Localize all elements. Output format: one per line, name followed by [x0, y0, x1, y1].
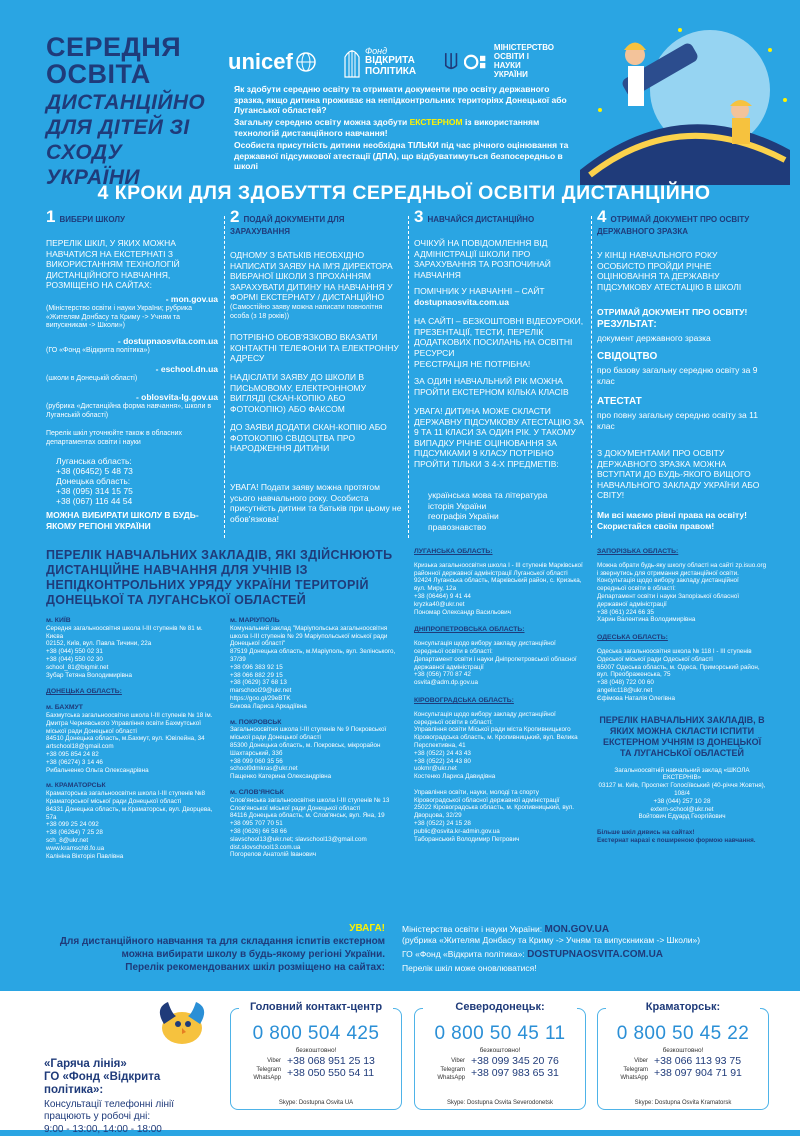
divider: [408, 216, 409, 538]
step-text: З ДОКУМЕНТАМИ ПРО ОСВІТУ ДЕРЖАВНОГО ЗРАЗКА МОЖНА ВСТУПАТИ ДО БУДЬ-ЯКОГО ВИЩОГО НАВЧАЛЬНОГО ЗАКЛАДУ УКРАЇНИ АБО СВІТУ!: [597, 448, 760, 500]
step-text: НА САЙТІ – БЕЗКОШТОВНІ ВІДЕОУРОКИ, ПРЕЗЕНТАЦІЇ, ТЕСТИ, ПЕРЕЛІК ДОДАТКОВИХ ПОСИЛАНЬ НА ОСВІТНІ РЕСУРСИ: [414, 316, 584, 358]
telegram-label: Telegram: [256, 1066, 281, 1073]
intro-presence: Особиста присутність дитини необхідна ТІЛЬКИ під час річного оцінювання та державної підсумкової атестації (ДПА), що відбуватимуться безпосередньо в школі: [234, 140, 569, 171]
highlight: ЕКСТЕРНОМ: [409, 117, 463, 127]
step-text: ПЕРЕЛІК ШКІЛ, У ЯКИХ МОЖНА НАВЧАТИСЯ НА ЕКСТЕРНАТІ З ВИКОРИСТАННЯМ ТЕХНОЛОГІЙ ДИСТАНЦІЙНОГО НАВЧАННЯ, РОЗМІЩЕНО НА САЙТАХ:: [46, 238, 180, 290]
document-desc: про повну загальну середню освіту за 11 клас: [597, 410, 758, 431]
hotline-hours-label: Консультації телефонні лінії працюють у робочі дні:: [44, 1099, 174, 1122]
region-label: ЗАПОРІЗЬКА ОБЛАСТЬ:: [597, 548, 679, 555]
document-name: АТЕСТАТ: [597, 396, 642, 407]
site-link[interactable]: dostupnaosvita.com.ua: [414, 297, 509, 307]
ministry-logo: [444, 42, 554, 82]
site-link: - oblosvita-lg.gov.ua: [135, 392, 218, 402]
school-info: Кризька загальноосвітня школа І - ІІІ ступенів Марківської районної державної адміністрації Луганської області 92424 Луганська область, Марківський район, с. Кризька, вул. Миру, 12а +38 (06464) 9 41 44 kryzka40@ukr.net Пономар Олександр Васильович: [414, 561, 583, 616]
school-info: Краматорська загальноосвітня школа І-ІІІ ступенів №8 Краматорської міської ради Донецької області 84331 Донецька область, м.Краматорськ, вул. Дворцева, 57а +38 099 25 24 092 +38 (06264) 7 25 28 sch_8@ukr.net www.kramsch8.fo.ua Калініна Вікторія Павлівна: [46, 790, 213, 860]
region-label: ДНІПРОПЕТРОВСЬКА ОБЛАСТЬ:: [414, 626, 525, 634]
step-highlight: Ми всі маємо рівні права на освіту! Скористайся своїм правом!: [597, 510, 747, 531]
site-link: - mon.gov.ua: [165, 294, 218, 304]
step-number: 4: [597, 207, 607, 226]
whatsapp-label: WhatsApp: [253, 1075, 281, 1081]
logo-text: Фонд: [365, 45, 388, 56]
step-title: ПОДАЙ ДОКУМЕНТИ ДЛЯ ЗАРАХУВАННЯ: [230, 215, 345, 236]
step-note: УВАГА! Подати заяву можна протягом усього навчального року. Особиста присутність дитини та батьків при цьому не обов'язкова!: [230, 482, 402, 524]
phone: +38 (067) 116 44 54: [56, 496, 133, 506]
messenger-list: [421, 1057, 465, 1083]
school-info: Консультація щодо вибору закладу дистанційної середньої освіти в області: Департамент освіти і науки Дніпропетровської обласної державної адміністрації +38 (056) 770 87 42 osvita@adm.dp.gov.ua: [414, 640, 577, 687]
telegram-label: Telegram: [623, 1066, 648, 1073]
recommended-sites: [402, 924, 782, 974]
region-label: Донецька область:: [56, 476, 131, 486]
title-line: ДЛЯ ДІТЕЙ ЗІ: [46, 116, 190, 139]
phone-number[interactable]: +38 050 550 54 11: [287, 1066, 375, 1079]
skype-contact[interactable]: Skype: Dostupna Osvita Kramatorsk: [634, 1100, 732, 1106]
step-note: (Самостійно заяву можна написати повнолітня особа (з 18 років)): [230, 304, 383, 320]
site-link[interactable]: MON.GOV.UA: [544, 924, 610, 935]
title-line: ДИСТАНЦІЙНО: [46, 91, 206, 114]
city: м. КРАМАТОРСЬК: [46, 782, 106, 790]
step-note: Перелік шкіл уточнюйте також в обласних департаментах освіти і науки: [46, 430, 183, 446]
title-line: СЕРЕДНЯ: [46, 32, 182, 62]
step-text: ПОТРІБНО ОБОВ'ЯЗКОВО ВКАЗАТИ КОНТАКТНІ ТЕЛЕФОНИ ТА ЕЛЕКТРОННУ АДРЕСУ: [230, 332, 399, 363]
messenger-list: [604, 1057, 648, 1083]
school-info: Комунальний заклад "Маріупольська загальноосвітня школа І-ІІІ ступенів № 29 Маріупольської міської ради Донецької області" 87519 Донецька область, м.Маріуполь, вул. Зелінського, 37/39 +38 096 383 92 15 +38 066 882 29 15 +38 (0629) 37 68 13 marschool29@ukr.net https://goo.gl/29eBTK Бикова Лариса Аркадіївна: [230, 624, 396, 710]
attention-text: Для дистанційного навчання та для складання іспитів екстерном можна вибирати школу в будь-якому регіоні України.: [59, 936, 385, 960]
step-text: ПОМІЧНИК У НАВЧАННІ – САЙТ: [414, 286, 545, 296]
step-title: ОТРИМАЙ ДОКУМЕНТ ПРО ОСВІТУ ДЕРЖАВНОГО ЗРАЗКА: [597, 215, 750, 236]
hotline-number[interactable]: 0 800 50 45 22: [616, 1023, 750, 1044]
step-text: У КІНЦІ НАВЧАЛЬНОГО РОКУ ОСОБИСТО ПРОЙДИ РІЧНЕ ОЦІНЮВАННЯ ТА ДЕРЖАВНУ ПІДСУМКОВУ АТЕСТАЦІЮ В ШКОЛІ: [597, 250, 742, 292]
skype-contact[interactable]: Skype: Dostupna Osvita Severodonetsk: [446, 1100, 554, 1106]
cage-icon: [343, 45, 361, 79]
schools-heading: ПЕРЕЛІК НАВЧАЛЬНИХ ЗАКЛАДІВ, ЯКІ ЗДІЙСНЮЮТЬ ДИСТАНЦІЙНЕ НАВЧАННЯ ДЛЯ УЧНІВ ІЗ НЕПІДКОНТРОЛЬНИХ УРЯДУ УКРАЇНИ ТЕРИТОРІЙ ДОНЕЦЬКОЇ ТА ЛУГАНСЬКОЇ ОБЛАСТЕЙ: [46, 548, 393, 607]
viber-label: Viber: [634, 1058, 648, 1064]
logo-text: ВІДКРИТА: [365, 55, 415, 67]
site-desc: (школи в Донецькій області): [46, 375, 138, 382]
city: м. МАРІУПОЛЬ: [230, 617, 280, 624]
vidkryta-polityka-logo: [343, 42, 416, 82]
logo-text: ОСВІТИ І НАУКИ: [493, 52, 529, 70]
phone: +38 (06452) 5 48 73: [56, 466, 133, 476]
text: (рубрика «Жителям Донбасу та Криму -> Учням та випускникам -> Школи»): [402, 935, 701, 945]
whatsapp-label: WhatsApp: [620, 1075, 648, 1081]
more-note: Більше шкіл дивись на сайтах! Екстернат наразі є поширеною формою навчання.: [597, 829, 756, 844]
school-info: Середня загальноосвітня школа І-ІІІ ступенів № 81 м. Києва 02152, Київ, вул. Павла Тичини, 22а +38 (044) 550 02 31 +38 (044) 550 02 30 school_81@bigmir.net Зубар Тетяна Володимирівна: [46, 624, 203, 679]
contact-card-severodonetsk: [414, 1001, 586, 1110]
text: Перелік шкіл може оновлюватися!: [402, 963, 537, 973]
step-highlight: МОЖНА ВИБИРАТИ ШКОЛУ В БУДЬ-ЯКОМУ РЕГІОНІ УКРАЇНИ: [46, 510, 199, 531]
title-line: СХОДУ УКРАЇНИ: [46, 141, 140, 189]
region-label: ОДЕСЬКА ОБЛАСТЬ:: [597, 634, 668, 642]
step-number: 2: [230, 207, 240, 226]
intro-question: Як здобути середню освіту та отримати документи про освіту державного зразка, якщо дитина проживає на непідконтрольних територіях Донецької або Луганської областей?: [234, 84, 567, 115]
school-info: Бахмутська загальноосвітня школа І-ІІІ ступенів № 18 ім. Дмитра Чернявського Управління освіти Бахмутської міської ради Донецької області 84510 Донецька область, м.Бахмут, вул. Ювілейна, 34 artschool18@gmail.com +38 095 854 24 82 +38 (06274) 3 14 46 Рибальченко Ольга Олександрівна: [46, 711, 213, 774]
messenger-numbers: [471, 1056, 559, 1079]
list-item: історія України: [428, 500, 487, 511]
school-info: Загальноосвітня школа І-ІІІ ступенів № 9 Покровської міської ради Донецької області 85300 Донецька область, м. Покровськ, мікрорайон Шахтарський, 33б +38 099 060 35 56 school9dmkras@ukr.net Пащенко Катерина Олександрівна: [230, 726, 387, 781]
phone-number[interactable]: +38 097 904 71 91: [654, 1066, 742, 1079]
school-info: Загальноосвітній навчальний заклад «ШКОЛА ЕКСТЕРНІВ» 03127 м. Київ, Проспект Голосіївський (40-річчя Жовтня), 108/4 +38 (044) 257 10 28 extern-school@ukr.net Войтович Едуард Георгійович: [598, 766, 766, 821]
skype-contact[interactable]: Skype: Dostupna Osvita UA: [278, 1100, 354, 1106]
card-title: Краматорськ:: [606, 1001, 760, 1013]
text: Міністерства освіти і науки України:: [402, 924, 543, 934]
globe-icon: [295, 51, 317, 73]
document-desc: про базову загальну середню освіту за 9 клас: [597, 365, 758, 386]
city: м. СЛОВ'ЯНСЬК: [230, 788, 284, 796]
schools-south: [597, 548, 767, 845]
school-info: Консультація щодо вибору закладу дистанційної середньої освіти в області: Управління освіти Міської ради міста Кропивницького Кіровоградська область, м. Кропивницький, вул. Велика Перспективна, 41 +38 (0522) 24 43 43 +38 (0522) 24 43 80 uokmr@ukr.net Костенко Лариса Давидівна Управління освіти, науки, молоді та спорту Кіровоградської обласної державної адміністрації 25022 Кіровоградська область, м. Кропивницький, вул. Дворцова, 32/29 +38 (0522) 24 15 28 public@osvita.kr-admin.gov.ua Таборанський Володимир Петрович: [414, 710, 578, 843]
step-3-column: [414, 207, 586, 538]
site-desc: (рубрика «Дистанційна форма навчання», школи в Луганській області): [46, 403, 212, 419]
divider: [591, 216, 592, 538]
document-name: СВІДОЦТВО: [597, 351, 658, 362]
attention-block: [40, 922, 385, 974]
contact-card-kramatorsk: [597, 1001, 769, 1110]
free-note: безкоштовно!: [295, 1047, 337, 1054]
whatsapp-label: WhatsApp: [437, 1075, 465, 1081]
region-label: КІРОВОГРАДСЬКА ОБЛАСТЬ:: [414, 696, 514, 704]
schools-donetsk: [230, 617, 400, 859]
step-2-column: [230, 207, 402, 538]
city: м. КИЇВ: [46, 617, 71, 624]
step-number: 1: [46, 207, 56, 226]
free-note: безкоштовно!: [662, 1047, 704, 1054]
city: м. БАХМУТ: [46, 704, 83, 712]
logo-text: ПОЛІТИКА: [365, 65, 417, 77]
step-text: документ державного зразка: [597, 333, 711, 343]
messenger-numbers: [287, 1056, 375, 1079]
free-note: безкоштовно!: [479, 1047, 521, 1054]
viber-label: Viber: [451, 1058, 465, 1064]
attention-text: Перелік рекомендованих шкіл розміщено на сайтах:: [125, 962, 385, 973]
hotline-org: ГО «Фонд «Відкрита політика»:: [44, 1071, 161, 1096]
step-text: ДО ЗАЯВИ ДОДАТИ СКАН-КОПІЮ АБО ФОТОКОПІЮ СВІДОЦТВА ПРО НАРОДЖЕННЯ ДИТИНИ: [230, 422, 387, 453]
unicef-logo: [228, 42, 317, 82]
list-item: географія України: [428, 511, 499, 521]
title-line: ОСВІТА: [46, 59, 151, 89]
school-info: Слов'янська загальноосвітня школа І-ІІІ ступенів № 13 Слов'янської міської ради Донецької області 84116 Донецька область, м. Слов'янськ, вул. Яна, 19 +38 095 707 70 51 +38 (0626) 66 58 66 slavschool13@ukr.net; slavschool13@gmail.com dist.slovschool13.com.ua Погорелов Анатолій Іванович: [230, 796, 390, 859]
viber-label: Viber: [267, 1058, 281, 1064]
hotline-title: «Гаряча лінія»: [44, 1058, 127, 1070]
logo-text: УКРАЇНИ: [493, 69, 528, 79]
unicef-wordmark: unicef: [228, 49, 293, 74]
schools-other-regions: [414, 548, 584, 843]
step-number: 3: [414, 207, 424, 226]
intro-external-study: [226, 117, 571, 138]
region-label: Луганська область:: [56, 456, 132, 466]
messenger-numbers: [654, 1056, 742, 1079]
step-text: ЗА ОДИН НАВЧАЛЬНИЙ РІК МОЖНА ПРОЙТИ ЕКСТЕРНОМ КІЛЬКА КЛАСІВ: [414, 376, 569, 397]
subject-list: [414, 490, 586, 532]
hotline-hours: 9:00 - 13:00, 14:00 - 18:00: [44, 1124, 162, 1135]
external-exams-heading: ПЕРЕЛІК НАВЧАЛЬНИХ ЗАКЛАДІВ, В ЯКИХ МОЖНА СКЛАСТИ ІСПИТИ ЕКСТЕРНОМ УЧНЯМ ІЗ ДОНЕЦЬКОЇ ТА ЛУГАНСЬКОЇ ОБЛАСТЕЙ: [599, 714, 765, 758]
list-item: правознавство: [428, 521, 487, 532]
card-title: Северодонецьк:: [423, 1001, 577, 1013]
step-text: НАДІСЛАТИ ЗАЯВУ ДО ШКОЛИ В ПИСЬМОВОМУ, ЕЛЕКТРОННОМУ ВИГЛЯДІ (СКАН-КОПІЮ АБО ФОТОКОПІЮ) АБО ФАКСОМ: [230, 372, 367, 414]
phone-number[interactable]: +38 068 951 25 13: [287, 1055, 375, 1067]
intro-text: [226, 84, 571, 174]
step-4-column: [597, 207, 762, 538]
text: із використанням технологій дистанційного навчання!: [234, 117, 540, 138]
step-text: УВАГА! ДИТИНА МОЖЕ СКЛАСТИ ДЕРЖАВНУ ПІДСУМКОВУ АТЕСТАЦІЮ ЗА 9 ТА 11 КЛАСИ ЗА ОДИН РІК. У ТАКОМУ ВИПАДКУ РІЧНЕ ОЦІНЮВАННЯ ЗА ПІДСУМКАМИ 9 КЛАСУ ПОТРІБНО ПРОЙТИ ТІЛЬКИ З 4-Х ПРЕДМЕТІВ:: [414, 406, 584, 469]
steps-heading: 4 КРОКИ ДЛЯ ЗДОБУТТЯ СЕРЕДНЬОЇ ОСВІТИ ДИСТАНЦІЙНО: [97, 182, 711, 204]
bird-icon: [150, 998, 214, 1052]
divider: [224, 216, 225, 538]
messenger-list: [237, 1057, 281, 1083]
step-text: РЕЄСТРАЦІЯ НЕ ПОТРІБНА!: [414, 359, 531, 369]
phone: +38 (095) 314 15 75: [56, 486, 133, 496]
step-highlight: РЕЗУЛЬТАТ:: [597, 319, 657, 330]
hotline-number[interactable]: 0 800 50 45 11: [434, 1023, 566, 1044]
site-link[interactable]: DOSTUPNAOSVITA.COM.UA: [527, 949, 664, 960]
hotline-block: [44, 1058, 219, 1136]
card-title: Головний контакт-центр: [239, 1001, 393, 1013]
school-kyiv: [46, 617, 216, 860]
trident-icon: [444, 50, 458, 74]
site-link: - eschool.dn.ua: [155, 364, 218, 374]
contact-card-main: [230, 1001, 402, 1110]
phone-number[interactable]: +38 097 983 65 31: [471, 1066, 559, 1079]
phone-number[interactable]: +38 099 345 20 76: [471, 1055, 559, 1067]
step-text: ОДНОМУ З БАТЬКІВ НЕОБХІДНО НАПИСАТИ ЗАЯВУ НА ІМ'Я ДИРЕКТОРА ВИБРАНОЇ ШКОЛИ З ПРОХАННЯМ ЗАРАХУВАТИ ДИТИНУ НА НАВЧАННЯ У ФОРМІ ЕКСТЕРНАТУ / ДИСТАНЦІЙНО: [230, 250, 393, 302]
city: м. ПОКРОВСЬК: [230, 718, 282, 726]
step-1-column: [46, 207, 218, 538]
telescope-illustration: [560, 10, 800, 190]
site-desc: (ГО «Фонд «Відкрита політика»): [46, 347, 150, 354]
step-highlight: ОТРИМАЙ ДОКУМЕНТ ПРО ОСВІТУ!: [597, 307, 748, 317]
step-title: НАВЧАЙСЯ ДИСТАНЦІЙНО: [427, 215, 535, 224]
telegram-label: Telegram: [440, 1066, 465, 1073]
ministry-mark-icon: [464, 50, 491, 74]
hotline-number[interactable]: 0 800 504 425: [252, 1023, 380, 1044]
region-label: ДОНЕЦЬКА ОБЛАСТЬ:: [46, 688, 122, 696]
school-info: Одеська загальноосвітня школа № 118 І - ІІІ ступенів Одеської міської ради Одеської області 65007 Одеська область, м. Одеса, Приморський район, вул. Преображенська, 75 +38 (048) 722 00 60 angelic118@ukr.net Єфімова Наталія Олегівна: [597, 647, 760, 702]
attention-label: УВАГА!: [349, 923, 385, 934]
school-info: Можна обрати будь-яку школу області на сайті zp.isuo.org і звернутись для отримання дистанційної освіти. Консультація щодо вибору закладу дистанційної середньої освіти в області: Департамент освіти і науки Запорізької обласної державної адміністрації +38 (061) 224 66 35 Харин Валентина Володимирівна: [597, 561, 767, 624]
logo-text: МІНІСТЕРСТВО: [493, 43, 554, 53]
site-link: - dostupnaosvita.com.ua: [117, 336, 218, 346]
site-desc: (Міністерство освіти і науки України; рубрика «Жителям Донбасу та Криму -> Учням та випускникам -> Школи»): [46, 305, 192, 329]
list-item: українська мова та література: [428, 490, 548, 500]
step-title: ВИБЕРИ ШКОЛУ: [59, 215, 125, 224]
text: Загальну середню освіту можна здобути: [234, 117, 410, 127]
text: ГО «Фонд «Відкрита політика»:: [402, 949, 525, 959]
region-label: ЛУГАНСЬКА ОБЛАСТЬ:: [414, 548, 493, 555]
page-title: [46, 34, 221, 190]
phone-number[interactable]: +38 066 113 93 75: [654, 1055, 742, 1067]
step-text: ОЧІКУЙ НА ПОВІДОМЛЕННЯ ВІД АДМІНІСТРАЦІЇ ШКОЛИ ПРО ЗАРАХУВАННЯ ТА РОЗПОЧИНАЙ НАВЧАННЯ: [414, 238, 551, 280]
